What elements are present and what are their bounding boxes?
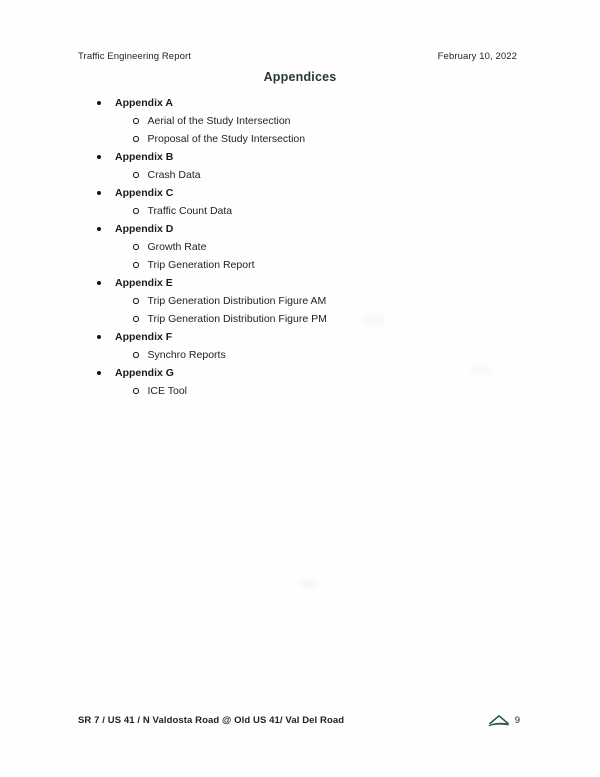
appendix-sub-item xyxy=(78,310,560,328)
bullet-disc-icon xyxy=(97,191,101,195)
bullet-disc-icon xyxy=(97,101,101,105)
appendix-heading xyxy=(78,148,560,166)
bullet-circle-icon xyxy=(133,316,139,322)
appendix-heading xyxy=(78,184,560,202)
appendix-sub-item-label: Aerial of the Study Intersection xyxy=(147,115,291,127)
scan-smudge xyxy=(360,315,386,325)
appendix-label: Appendix C xyxy=(115,187,174,199)
appendix-label: Appendix F xyxy=(115,331,173,343)
bullet-circle-icon xyxy=(133,118,139,124)
appendix-sub-item-label: Synchro Reports xyxy=(147,349,226,361)
bullet-circle-icon xyxy=(133,388,139,394)
appendix-sub-item-label: Traffic Count Data xyxy=(147,205,233,217)
mountain-swoosh-logo-icon xyxy=(488,714,510,727)
bullet-disc-icon xyxy=(97,227,101,231)
bullet-circle-icon xyxy=(133,298,139,304)
appendix-heading xyxy=(78,220,560,238)
appendix-sub-item xyxy=(78,292,560,310)
appendix-list xyxy=(78,94,560,400)
bullet-disc-icon xyxy=(97,371,101,375)
appendix-sub-item-label: Crash Data xyxy=(147,169,201,181)
appendix-heading xyxy=(78,328,560,346)
bullet-disc-icon xyxy=(97,335,101,339)
bullet-circle-icon xyxy=(133,244,139,250)
page-footer xyxy=(78,714,520,727)
footer-right-group xyxy=(488,714,520,727)
appendix-sub-item-label: Proposal of the Study Intersection xyxy=(147,133,306,145)
appendix-label: Appendix A xyxy=(115,97,173,109)
bullet-circle-icon xyxy=(133,136,139,142)
appendix-label: Appendix B xyxy=(115,151,174,163)
bullet-circle-icon xyxy=(133,352,139,358)
appendix-sub-item-label: Trip Generation Report xyxy=(147,259,255,271)
appendix-heading xyxy=(78,274,560,292)
appendix-sub-item xyxy=(78,346,560,364)
appendix-sub-item xyxy=(78,112,560,130)
header-date: February 10, 2022 xyxy=(437,51,517,62)
appendix-sub-item xyxy=(78,166,560,184)
bullet-circle-icon xyxy=(133,172,139,178)
appendix-sub-item xyxy=(78,256,560,274)
appendix-sub-item-label: Growth Rate xyxy=(147,241,207,253)
page-number: 9 xyxy=(514,715,520,726)
bullet-disc-icon xyxy=(97,281,101,285)
appendix-heading xyxy=(78,94,560,112)
appendix-label: Appendix E xyxy=(115,277,173,289)
page-title: Appendices xyxy=(263,70,337,84)
scan-smudge xyxy=(300,580,320,588)
appendix-sub-item-label: Trip Generation Distribution Figure PM xyxy=(147,313,327,325)
scan-smudge xyxy=(470,365,492,374)
appendix-sub-item xyxy=(78,130,560,148)
bullet-disc-icon xyxy=(97,155,101,159)
appendix-sub-item xyxy=(78,202,560,220)
appendix-label: Appendix G xyxy=(115,367,174,379)
appendix-sub-item xyxy=(78,238,560,256)
bullet-circle-icon xyxy=(133,262,139,268)
bullet-circle-icon xyxy=(133,208,139,214)
footer-project-name: SR 7 / US 41 / N Valdosta Road @ Old US 41/ Val Del Road xyxy=(78,715,345,726)
header-report-title: Traffic Engineering Report xyxy=(78,51,191,62)
page-header xyxy=(78,51,517,62)
appendix-sub-item-label: Trip Generation Distribution Figure AM xyxy=(147,295,327,307)
appendix-sub-item xyxy=(78,382,560,400)
appendix-label: Appendix D xyxy=(115,223,174,235)
appendix-sub-item-label: ICE Tool xyxy=(147,385,187,397)
